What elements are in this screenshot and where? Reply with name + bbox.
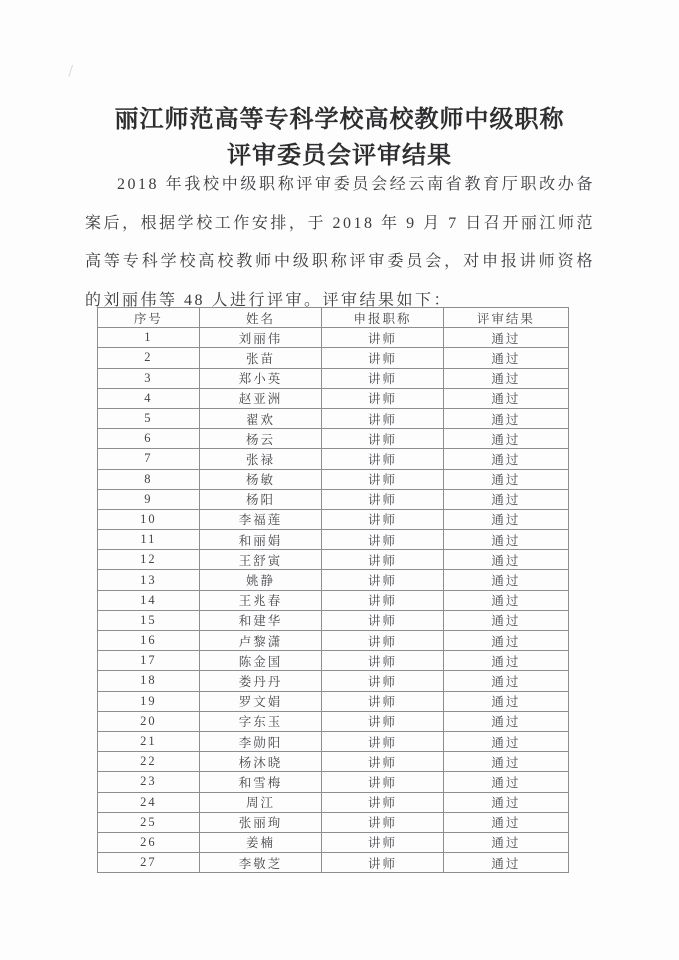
cell-result: 通过 [443,772,568,792]
cell-applied-title: 讲师 [322,772,444,792]
scan-speckle-mark [68,65,80,79]
cell-serial-number: 23 [98,772,200,792]
results-table-header-row [98,308,569,328]
table-row [98,489,569,509]
cell-serial-number: 22 [98,752,200,772]
cell-serial-number: 3 [98,368,200,388]
cell-applied-title: 讲师 [322,853,444,873]
column-header-result: 评审结果 [443,308,568,328]
cell-result: 通过 [443,832,568,852]
cell-applied-title: 讲师 [322,469,444,489]
cell-result: 通过 [443,671,568,691]
cell-name: 刘丽伟 [199,328,321,348]
cell-result: 通过 [443,731,568,751]
cell-name: 翟欢 [199,408,321,428]
cell-name: 杨阳 [199,489,321,509]
cell-result: 通过 [443,550,568,570]
cell-serial-number: 21 [98,731,200,751]
cell-applied-title: 讲师 [322,429,444,449]
table-row [98,429,569,449]
table-row [98,691,569,711]
table-row [98,792,569,812]
table-row [98,651,569,671]
table-row [98,731,569,751]
cell-applied-title: 讲师 [322,752,444,772]
cell-serial-number: 9 [98,489,200,509]
table-row [98,388,569,408]
cell-result: 通过 [443,610,568,630]
table-row [98,631,569,651]
cell-serial-number: 27 [98,853,200,873]
table-row [98,509,569,529]
table-row [98,832,569,852]
cell-name: 李勋阳 [199,731,321,751]
table-row [98,772,569,792]
cell-applied-title: 讲师 [322,832,444,852]
cell-result: 通过 [443,631,568,651]
cell-result: 通过 [443,328,568,348]
cell-serial-number: 19 [98,691,200,711]
cell-name: 周江 [199,792,321,812]
cell-applied-title: 讲师 [322,631,444,651]
cell-result: 通过 [443,812,568,832]
cell-serial-number: 10 [98,509,200,529]
cell-result: 通过 [443,348,568,368]
cell-serial-number: 24 [98,792,200,812]
cell-applied-title: 讲师 [322,671,444,691]
cell-name: 王兆春 [199,590,321,610]
cell-name: 张丽珣 [199,812,321,832]
cell-serial-number: 6 [98,429,200,449]
column-header-name: 姓名 [199,308,321,328]
cell-result: 通过 [443,469,568,489]
cell-name: 姚静 [199,570,321,590]
cell-applied-title: 讲师 [322,590,444,610]
cell-serial-number: 18 [98,671,200,691]
results-table [97,307,569,873]
cell-serial-number: 13 [98,570,200,590]
cell-name: 李福莲 [199,509,321,529]
cell-applied-title: 讲师 [322,348,444,368]
table-row [98,550,569,570]
cell-result: 通过 [443,792,568,812]
cell-name: 张苗 [199,348,321,368]
cell-applied-title: 讲师 [322,691,444,711]
cell-applied-title: 讲师 [322,812,444,832]
table-row [98,590,569,610]
cell-applied-title: 讲师 [322,509,444,529]
cell-serial-number: 2 [98,348,200,368]
table-row [98,853,569,873]
document-title-line-1: 丽江师范高等专科学校高校教师中级职称 [114,107,565,134]
table-row [98,348,569,368]
cell-serial-number: 5 [98,408,200,428]
cell-result: 通过 [443,449,568,469]
cell-name: 和建华 [199,610,321,630]
table-row [98,752,569,772]
cell-serial-number: 16 [98,631,200,651]
table-row [98,368,569,388]
cell-name: 李敬芝 [199,853,321,873]
cell-name: 赵亚洲 [199,388,321,408]
cell-name: 和雪梅 [199,772,321,792]
results-table-header [98,308,569,328]
cell-serial-number: 14 [98,590,200,610]
table-row [98,711,569,731]
cell-name: 姜楠 [199,832,321,852]
cell-serial-number: 7 [98,449,200,469]
cell-applied-title: 讲师 [322,328,444,348]
document-title-line-2: 评审委员会评审结果 [227,143,452,170]
cell-result: 通过 [443,429,568,449]
document-body-paragraph: 2018 年我校中级职称评审委员会经云南省教育厅职改办备案后，根据学校工作安排，于 2018 年 9 月 7 日召开丽江师范高等专科学校高校教师中级职称评审委员会，对申报讲师资格的刘丽伟等 48 人进行评审。评审结果如下： [85,176,595,309]
cell-name: 王舒寅 [199,550,321,570]
cell-name: 张禄 [199,449,321,469]
cell-result: 通过 [443,853,568,873]
table-row [98,328,569,348]
results-table-body [98,328,569,873]
cell-applied-title: 讲师 [322,731,444,751]
cell-serial-number: 1 [98,328,200,348]
cell-result: 通过 [443,691,568,711]
table-row [98,408,569,428]
cell-result: 通过 [443,408,568,428]
cell-serial-number: 12 [98,550,200,570]
cell-result: 通过 [443,711,568,731]
column-header-applied-title: 申报职称 [322,308,444,328]
cell-applied-title: 讲师 [322,449,444,469]
cell-serial-number: 15 [98,610,200,630]
cell-name: 杨沐晓 [199,752,321,772]
cell-applied-title: 讲师 [322,792,444,812]
cell-name: 杨云 [199,429,321,449]
cell-serial-number: 26 [98,832,200,852]
table-row [98,671,569,691]
cell-result: 通过 [443,509,568,529]
cell-applied-title: 讲师 [322,610,444,630]
cell-applied-title: 讲师 [322,408,444,428]
cell-name: 杨敏 [199,469,321,489]
cell-serial-number: 8 [98,469,200,489]
cell-serial-number: 11 [98,530,200,550]
cell-applied-title: 讲师 [322,530,444,550]
cell-result: 通过 [443,489,568,509]
column-header-serial-number: 序号 [98,308,200,328]
table-row [98,812,569,832]
table-row [98,469,569,489]
cell-name: 字东玉 [199,711,321,731]
cell-applied-title: 讲师 [322,388,444,408]
cell-applied-title: 讲师 [322,368,444,388]
cell-applied-title: 讲师 [322,651,444,671]
cell-applied-title: 讲师 [322,570,444,590]
table-row [98,570,569,590]
cell-name: 卢黎潇 [199,631,321,651]
cell-applied-title: 讲师 [322,489,444,509]
cell-serial-number: 17 [98,651,200,671]
cell-applied-title: 讲师 [322,550,444,570]
cell-result: 通过 [443,388,568,408]
cell-name: 和丽娟 [199,530,321,550]
table-row [98,530,569,550]
cell-serial-number: 25 [98,812,200,832]
cell-result: 通过 [443,651,568,671]
cell-result: 通过 [443,752,568,772]
document-title [0,102,679,174]
cell-serial-number: 4 [98,388,200,408]
cell-applied-title: 讲师 [322,711,444,731]
cell-result: 通过 [443,570,568,590]
cell-name: 娄丹丹 [199,671,321,691]
cell-result: 通过 [443,368,568,388]
cell-result: 通过 [443,590,568,610]
table-row [98,449,569,469]
cell-name: 郑小英 [199,368,321,388]
cell-name: 罗文娟 [199,691,321,711]
table-row [98,610,569,630]
cell-name: 陈金国 [199,651,321,671]
cell-result: 通过 [443,530,568,550]
cell-serial-number: 20 [98,711,200,731]
